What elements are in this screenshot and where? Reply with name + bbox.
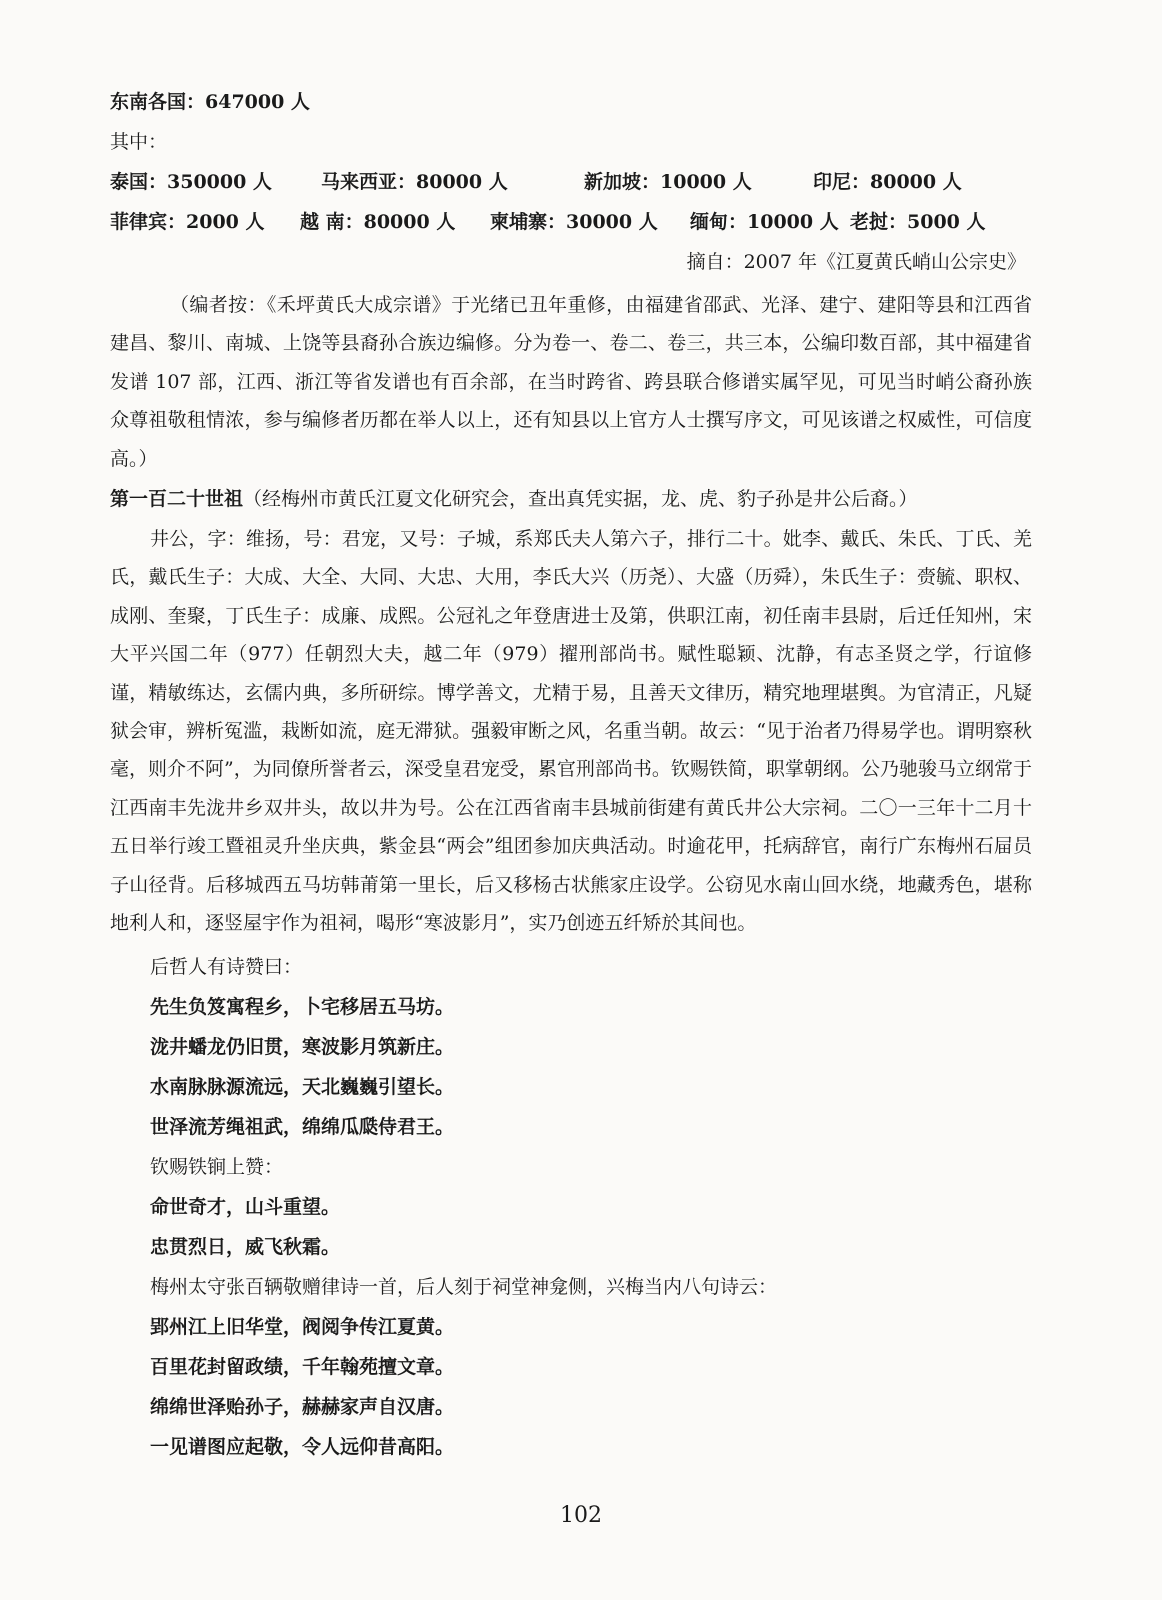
- stat-philippines: 菲律宾：2000 人: [110, 211, 265, 233]
- biography-paragraph: 井公，字：维扬，号：君宠，又号：子城，系郑氏夫人第六子，排行二十。妣李、戴氏、朱氏、丁氏、羌氏，戴氏生子：大成、大全、大同、大忠、大用，李氏大兴（历尧）、大盛（历舜），朱氏生子：赍毓、职权、成刚、奎聚，丁氏生子：成廉、成熙。公冠礼之年登唐进士及第，供职江南，初任南丰县尉，后迁任知州，宋大平兴国二年（977）任朝烈大夫，越二年（979）擢刑部尚书。赋性聪颖、沈静，有志圣贤之学，行谊修谨，精敏练达，玄儒内典，多所研综。博学善文，尤精于易，且善天文律历，精究地理堪舆。为官清正，凡疑狱会审，辨析冤滥，栽断如流，庭无滞狱。强毅审断之风，名重当朝。故云：“见于治者乃得易学也。谓明察秋毫，则介不阿”，为同僚所誉者云，深受皇君宠受，累官刑部尚书。钦赐铁简，职掌朝纲。公乃驰骏马立纲常于江西南丰先泷井乡双井头，故以井为号。公在江西省南丰县城前街建有黄氏井公大宗祠。二〇一三年十二月十五日举行竣工暨祖灵升坐庆典，紫金县“两会”组团参加庆典活动。时逾花甲，托病辞官，南行广东梅州石屇员子山径背。后移城西五马坊韩莆第一里长，后又移杨古状熊家庄设学。公窃见水南山回水绕，地藏秀色，堪称地利人和，逐竖屋宇作为祖祠，喝形“寒波影月”，实乃创迹五纤矫於其间也。: [110, 528, 1032, 935]
- stat-malaysia: 马来西亚：80000 人: [321, 171, 508, 193]
- stat-thailand: 泰国：350000 人: [110, 171, 272, 193]
- stat-singapore: 新加坡：10000 人: [584, 171, 752, 193]
- stat-vietnam: 越 南：80000 人: [300, 211, 456, 233]
- stat-laos: 老挝：5000 人: [850, 211, 986, 233]
- country-stats-row-1: [110, 162, 1032, 202]
- poem1-line: 世泽流芳绳祖武，绵绵瓜瓞侍君王。: [150, 1115, 455, 1138]
- poem1-intro: 后哲人有诗赞曰：: [150, 955, 303, 978]
- page-content: [110, 82, 1032, 1467]
- poem3-line: 郢州江上旧华堂，阀阅争传江夏黄。: [150, 1315, 455, 1338]
- generation-heading-line: [110, 478, 1032, 520]
- stat-indonesia: 印尼：80000 人: [813, 171, 962, 193]
- editor-note: （编者按：《禾坪黄氏大成宗谱》于光绪已丑年重修，由福建省邵武、光泽、建宁、建阳等县和江西省建昌、黎川、南城、上饶等县裔孙合族边编修。分为卷一、卷二、卷三，共三本，公编印数百部，其中福建省发谱 107 部，江西、浙江等省发谱也有百余部，在当时跨省、跨县联合修谱实属罕见，可见当时峭公裔孙族众尊祖敬租情浓，参与编修者历都在举人以上，还有知县以上官方人士撰写序文，可见该谱之权威性，可信度高。）: [110, 294, 1032, 470]
- total-population-line: 东南各国：647000 人: [110, 91, 310, 113]
- poem3-line: 百里花封留政绩，千年翰苑擅文章。: [150, 1355, 455, 1378]
- poem1-line: 泷井蟠龙仍旧贯，寒波影月筑新庄。: [150, 1035, 455, 1058]
- poem2-line: 命世奇才，山斗重望。: [150, 1195, 341, 1218]
- source-citation: 摘自：2007 年《江夏黄氏峭山公宗史》: [686, 251, 1026, 273]
- poem3-line: 绵绵世泽贻孙子，赫赫家声自汉唐。: [150, 1395, 455, 1418]
- country-stats-row-2: [110, 202, 1032, 242]
- poem2-line: 忠贯烈日，威飞秋霜。: [150, 1235, 341, 1258]
- page-number: 102: [560, 1503, 602, 1528]
- stat-cambodia: 柬埔寨：30000 人: [490, 211, 658, 233]
- generation-note: （经梅州市黄氏江夏文化研究会，查出真凭实据，龙、虎、豹子孙是井公后裔。）: [243, 488, 918, 511]
- poem3-line: 一见谱图应起敬，令人远仰昔高阳。: [150, 1435, 455, 1458]
- stat-myanmar: 缅甸：10000 人: [690, 211, 839, 233]
- poem1-line: 先生负笈寓程乡，卜宅移居五马坊。: [150, 995, 455, 1018]
- among-label: 其中：: [110, 131, 168, 153]
- poem2-intro: 钦赐铁锏上赞：: [150, 1155, 284, 1178]
- poem1-line: 水南脉脉源流远，天北巍巍引望长。: [150, 1075, 455, 1098]
- generation-heading: 第一百二十世祖: [110, 488, 244, 511]
- poem3-intro: 梅州太守张百辆敬赠律诗一首，后人刻于祠堂神龛侧，兴梅当内八句诗云：: [150, 1275, 778, 1298]
